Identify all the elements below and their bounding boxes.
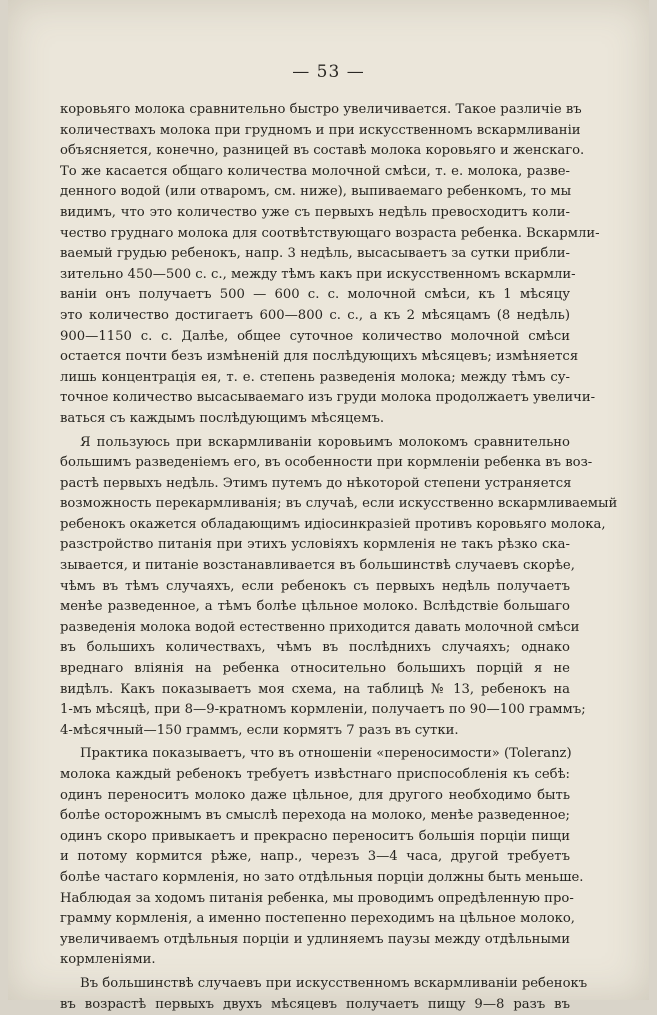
text-line: То же касается общаго количества молочной смѣси, т. е. молока, разве- bbox=[60, 163, 570, 179]
text-line: 1-мъ мѣсяцѣ, при 8—9-кратномъ кормленiи, получаетъ по 90—100 граммъ; bbox=[60, 702, 586, 718]
text-line: разстройство питанiя при этихъ условiяхъ кормленiя не такъ рѣзко ска- bbox=[60, 537, 570, 553]
text-line: Я пользуюсь при вскармливанiи коровьимъ молокомъ сравнительно bbox=[80, 434, 570, 450]
text-line: ванiи онъ получаетъ 500 — 600 с. с. молочной смѣси, къ 1 мѣсяцу bbox=[60, 287, 570, 303]
text-line: ребенокъ окажется обладающимъ идiосинкразiей противъ коровьяго молока, bbox=[60, 516, 606, 532]
paragraph bbox=[60, 433, 618, 742]
text-line: растѣ первыхъ недѣль. Этимъ путемъ до нѣкоторой степени устраняется bbox=[60, 475, 572, 491]
text-line: одинъ переноситъ молоко даже цѣльное, для другого необходимо быть bbox=[60, 787, 570, 803]
paragraph bbox=[60, 974, 588, 1015]
text-line: точное количество высасываемаго изъ груди молока продолжаетъ увеличи- bbox=[60, 390, 596, 406]
text-line: зывается, и питанiе возстанавливается въ большинствѣ случаевъ скорѣе, bbox=[60, 558, 575, 574]
text-line: лишь концентрацiя ея, т. е. степень разведенiя молока; между тѣмъ су- bbox=[60, 369, 570, 385]
text-line: чество груднаго молока для соотвѣтствующаго возраста ребенка. Вскармли- bbox=[60, 225, 600, 241]
text-line: одинъ скоро привыкаетъ и прекрасно переноситъ большiя порцiи пищи bbox=[60, 828, 570, 844]
page-number: — 53 — bbox=[292, 62, 365, 82]
document-page bbox=[8, 0, 649, 1012]
text-line: это количество достигаетъ 600—800 с. с., а къ 2 мѣсяцамъ (8 недѣль) bbox=[60, 307, 570, 323]
text-line: количествахъ молока при грудномъ и при искусственномъ вскармливанiи bbox=[60, 122, 581, 138]
text-line: 4-мѣсячный—150 граммъ, если кормятъ 7 разъ въ сутки. bbox=[60, 722, 459, 738]
text-line: Въ большинствѣ случаевъ при искусственномъ вскармливанiи ребенокъ bbox=[80, 975, 588, 991]
text-line: увеличиваемъ отдѣльныя порцiи и удлиняемъ паузы между отдѣльными bbox=[60, 931, 570, 947]
text-line: кормленiями. bbox=[60, 952, 156, 968]
text-line: менѣе разведенное, а тѣмъ болѣе цѣльное молоко. Вслѣдствiе большаго bbox=[60, 599, 570, 615]
paragraph bbox=[60, 100, 600, 430]
text-line: денного водой (или отваромъ, см. ниже), выпиваемаго ребенкомъ, то мы bbox=[60, 184, 572, 200]
text-line: большимъ разведенiемъ его, въ особенности при кормленiи ребенка въ воз- bbox=[60, 455, 593, 471]
text-line: Наблюдая за ходомъ питанiя ребенка, мы проводимъ опредѣленную про- bbox=[60, 890, 574, 906]
text-line: разведенiя молока водой естественно приходится давать молочной смѣси bbox=[60, 619, 580, 635]
text-line: коровьяго молока сравнительно быстро увеличивается. Такое различiе въ bbox=[60, 102, 582, 117]
text-line: видимъ, что это количество уже съ первыхъ недѣль превосходитъ коли- bbox=[60, 204, 570, 220]
text-line: зительно 450—500 с. с., между тѣмъ какъ при искусственномъ вскармли- bbox=[60, 266, 576, 282]
text-line: объясняется, конечно, разницей въ составѣ молока коровьяго и женскаго. bbox=[60, 143, 585, 159]
text-line: въ большихъ количествахъ, чѣмъ въ послѣднихъ случаяхъ; однако bbox=[60, 640, 570, 656]
text-line: Практика показываетъ, что въ отношенiи «переносимости» (Toleranz) bbox=[80, 746, 572, 762]
text-line: болѣе осторожнымъ въ смыслѣ перехода на молоко, менѣе разведенное; bbox=[60, 808, 570, 824]
text-line: возможность перекармливанiя; въ случаѣ, если искусственно вскармливаемый bbox=[60, 496, 618, 512]
text-line: и потому кормится рѣже, напр., черезъ 3—4 часа, другой требуетъ bbox=[60, 849, 570, 865]
paragraph bbox=[60, 744, 584, 971]
text-line: молока каждый ребенокъ требуетъ извѣстнаго приспособленiя къ себѣ: bbox=[60, 767, 570, 782]
text-line: остается почти безъ измѣненiй для послѣдующихъ мѣсяцевъ; измѣняется bbox=[60, 349, 579, 365]
text-line: грамму кормленiя, а именно постепенно переходимъ на цѣльное молоко, bbox=[60, 911, 576, 927]
text-line: болѣе частаго кормленiя, но зато отдѣльныя порцiи должны быть меньше. bbox=[60, 869, 584, 885]
text-line: видѣлъ. Какъ показываетъ моя схема, на таблицѣ № 13, ребенокъ на bbox=[60, 681, 570, 697]
text-line: чѣмъ въ тѣмъ случаяхъ, если ребенокъ съ первыхъ недѣль получаетъ bbox=[60, 578, 570, 594]
text-line: въ возрастѣ первыхъ двухъ мѣсяцевъ получаетъ пищу 9—8 разъ въ bbox=[60, 996, 570, 1012]
text-line: 900—1150 с. с. Далѣе, общее суточное количество молочной смѣси bbox=[60, 328, 570, 344]
body-text bbox=[60, 100, 618, 1015]
text-line: вреднаго влiянiя на ребенка относительно большихъ порцiй я не bbox=[60, 661, 570, 677]
text-line: ваться съ каждымъ послѣдующимъ мѣсяцемъ. bbox=[60, 410, 385, 426]
text-line: ваемый грудью ребенокъ, напр. 3 недѣль, высасываетъ за сутки прибли- bbox=[60, 246, 570, 262]
